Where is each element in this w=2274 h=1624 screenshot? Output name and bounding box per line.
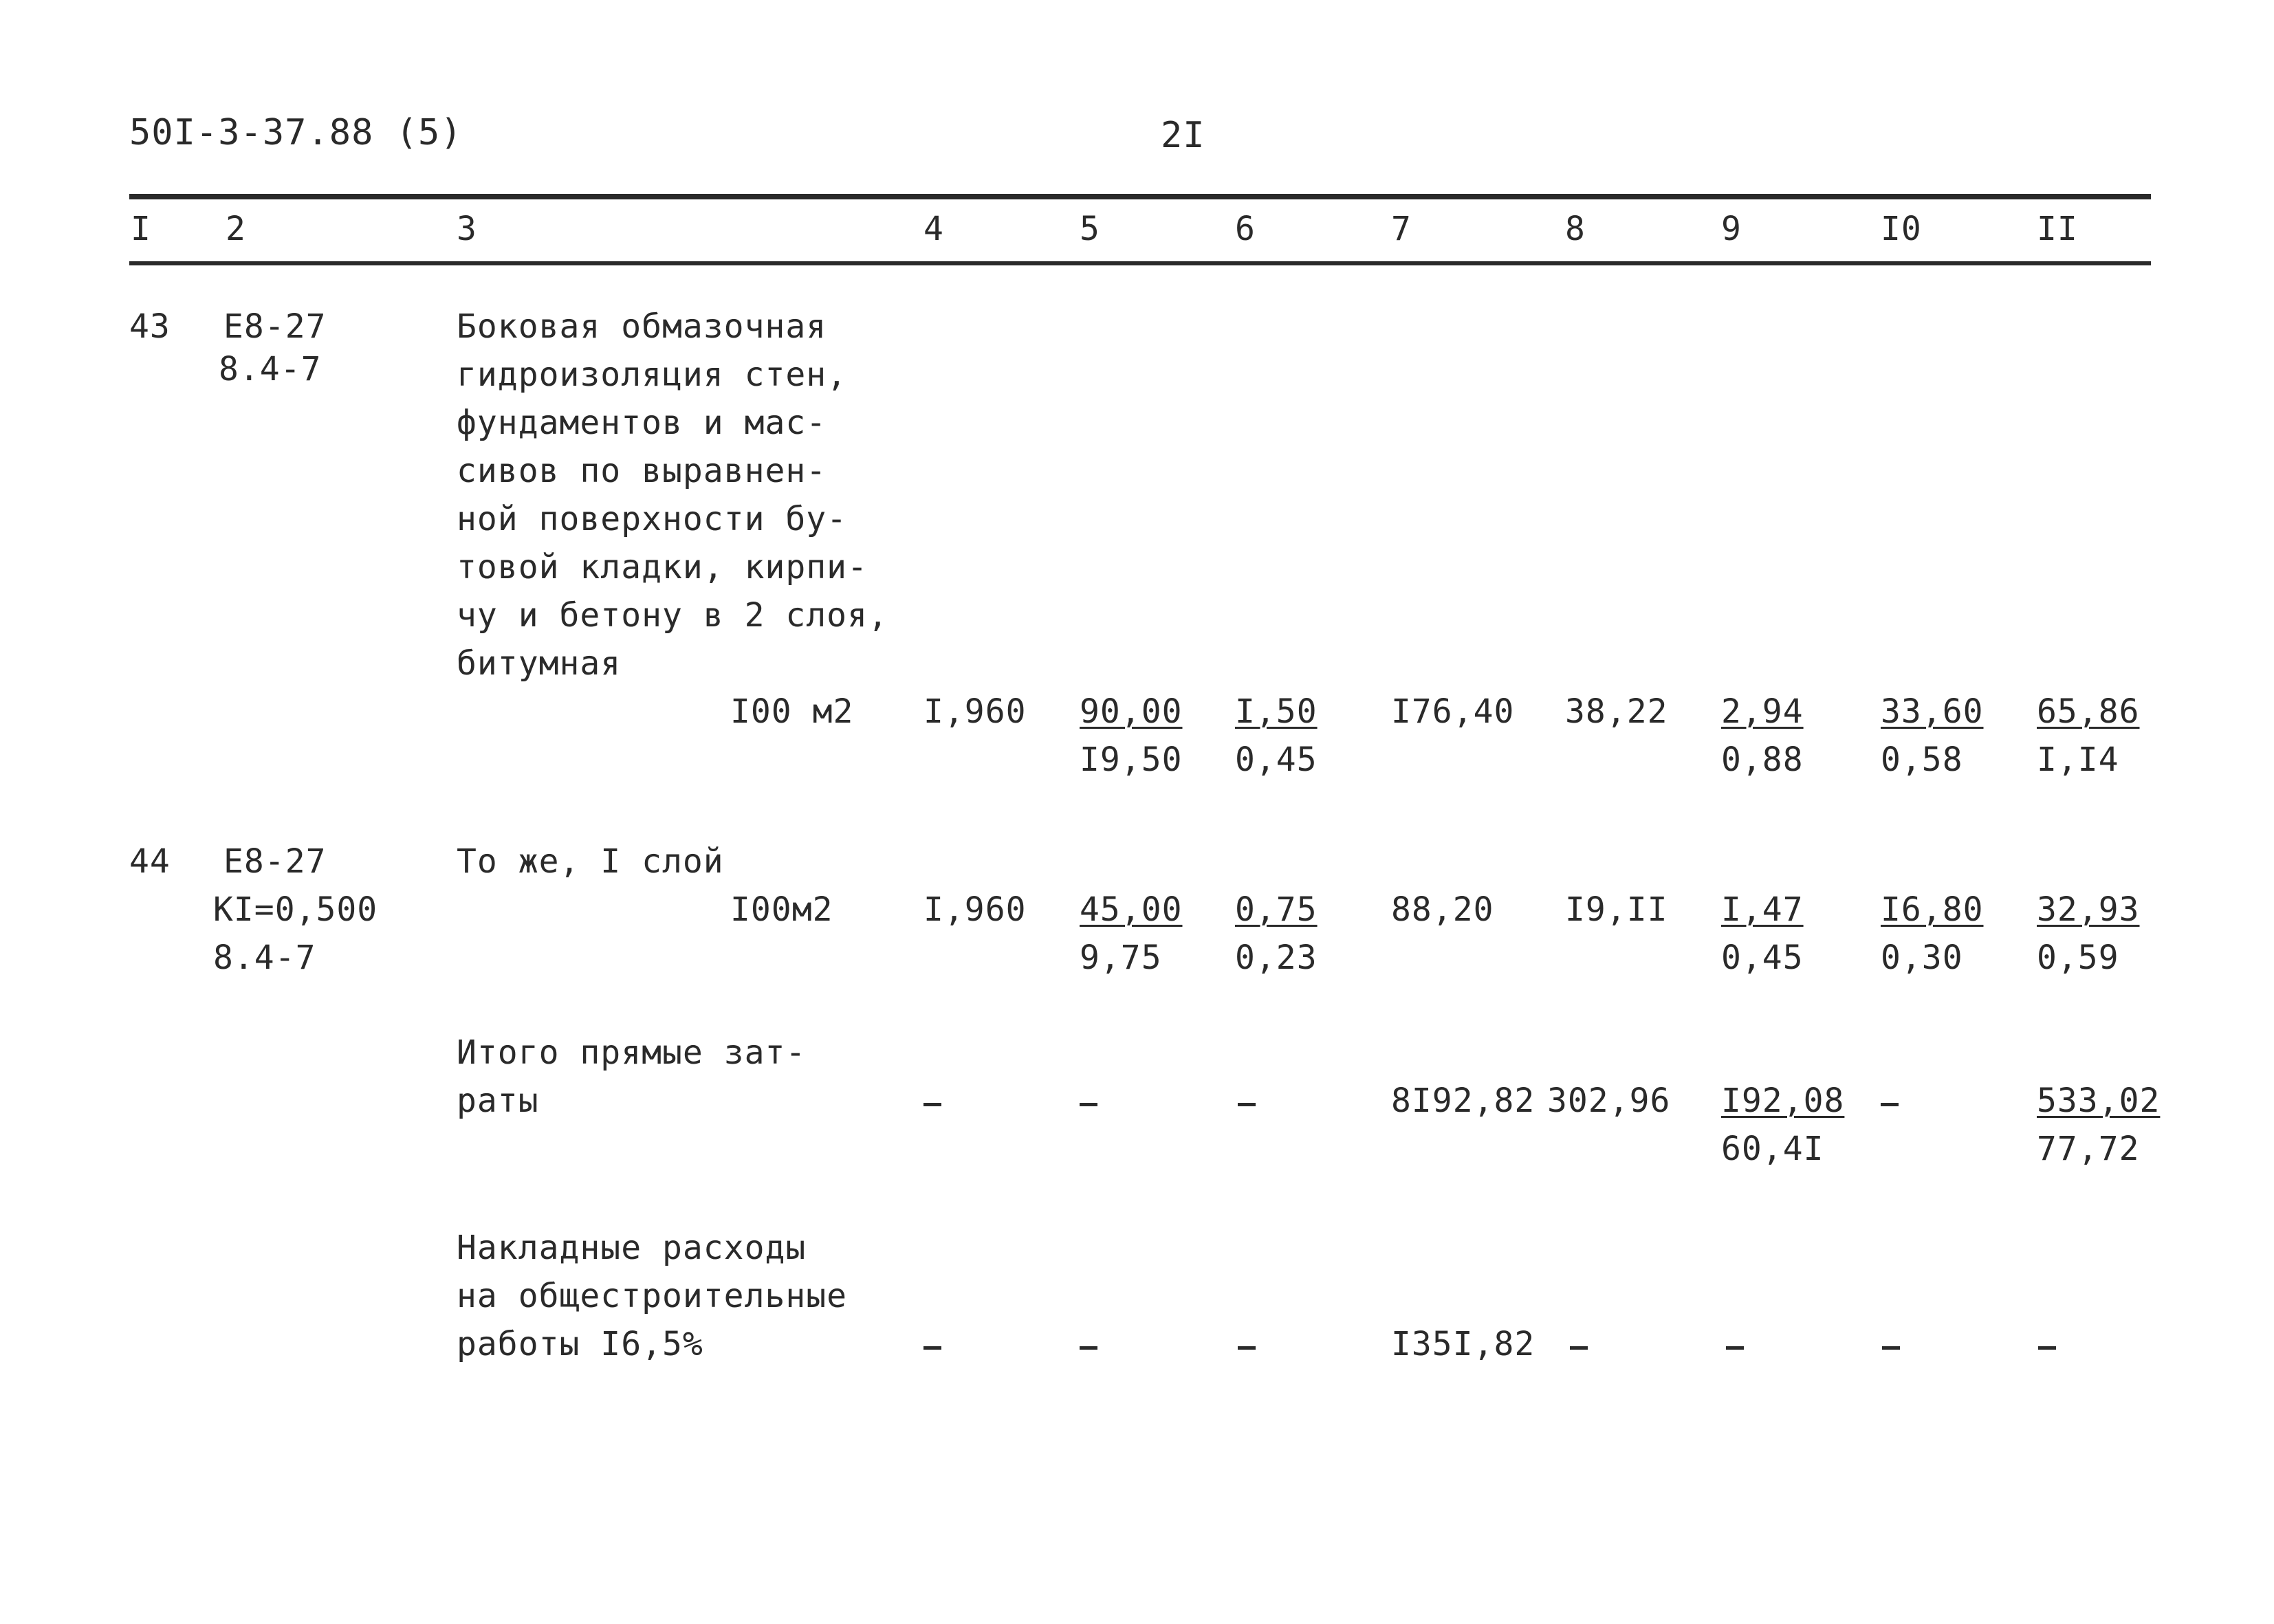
row-c6-top: I,50 — [1235, 692, 1318, 731]
row-c6-bottom: 0,45 — [1235, 740, 1318, 779]
row-c9-top: I,47 — [1721, 890, 1804, 929]
top-rule — [129, 194, 2151, 199]
dash-c10 — [1882, 1346, 1900, 1350]
dash-c11 — [2038, 1346, 2056, 1350]
row-c7: I76,40 — [1391, 692, 1515, 731]
row-c5-bottom: 9,75 — [1080, 939, 1162, 977]
dash-c5 — [1080, 1346, 1097, 1350]
totals-c11-top: 533,02 — [2037, 1082, 2161, 1120]
row-c8: 38,22 — [1565, 692, 1668, 731]
totals-c7: 8I92,82 — [1391, 1082, 1535, 1120]
col-header-4: 4 — [923, 210, 944, 248]
row-code-line-1: E8-27 — [223, 307, 327, 346]
row-c11-top: 32,93 — [2037, 890, 2140, 929]
row-c9-top: 2,94 — [1721, 692, 1804, 731]
col-header-3: 3 — [457, 210, 477, 248]
dash-c4 — [923, 1346, 941, 1350]
row-c10-top: I6,80 — [1881, 890, 1984, 929]
overhead-label-line-1: Накладные расходы — [457, 1229, 807, 1267]
overhead-label-line-2: на общестроительные — [457, 1277, 848, 1315]
row-unit: I00м2 — [730, 890, 833, 929]
row-number: 43 — [129, 307, 171, 346]
col-header-8: 8 — [1565, 210, 1586, 248]
dash-c6 — [1238, 1103, 1256, 1106]
document-code: 50I-3-37.88 (5) — [129, 112, 463, 153]
row-quantity: I,960 — [923, 890, 1027, 929]
row-c7: 88,20 — [1391, 890, 1494, 929]
totals-label-line-1: Итого прямые зат- — [457, 1033, 807, 1072]
row-code-line-1: E8-27 — [223, 842, 327, 881]
row-c10-top: 33,60 — [1881, 692, 1984, 731]
dash-c4 — [923, 1103, 941, 1106]
dash-c6 — [1238, 1346, 1256, 1350]
row-description-line-7: чу и бетону в 2 слоя, — [457, 596, 888, 635]
col-header-5: 5 — [1080, 210, 1100, 248]
totals-c11-bottom: 77,72 — [2037, 1130, 2140, 1168]
header-bottom-rule — [129, 261, 2151, 265]
row-quantity: I,960 — [923, 692, 1027, 731]
row-code-line-2: 8.4-7 — [219, 350, 322, 388]
dash-c5 — [1080, 1103, 1097, 1106]
row-c11-top: 65,86 — [2037, 692, 2140, 731]
col-header-6: 6 — [1235, 210, 1256, 248]
row-c10-bottom: 0,58 — [1881, 740, 1963, 779]
row-c9-bottom: 0,45 — [1721, 939, 1804, 977]
totals-label-line-2: раты — [457, 1082, 539, 1120]
row-unit: I00 м2 — [730, 692, 854, 731]
row-c10-bottom: 0,30 — [1881, 939, 1963, 977]
col-header-2: 2 — [226, 210, 246, 248]
dash-c9 — [1726, 1346, 1744, 1350]
col-header-1: I — [131, 210, 151, 248]
row-c11-bottom: 0,59 — [2037, 939, 2119, 977]
col-header-7: 7 — [1391, 210, 1412, 248]
row-code-line-2: KI=0,500 — [213, 890, 378, 929]
overhead-c7: I35I,82 — [1391, 1325, 1535, 1363]
row-description-line-5: ной поверхности бу- — [457, 500, 848, 538]
row-c5-top: 45,00 — [1080, 890, 1183, 929]
row-description-line-4: сивов по выравнен- — [457, 452, 827, 490]
row-code-line-3: 8.4-7 — [213, 939, 316, 977]
totals-c9-bottom: 60,4I — [1721, 1130, 1824, 1168]
row-description-line-2: гидроизоляция стен, — [457, 355, 848, 394]
row-c11-bottom: I,I4 — [2037, 740, 2119, 779]
col-header-11: II — [2037, 210, 2078, 248]
row-description-line-6: товой кладки, кирпи- — [457, 548, 868, 586]
row-description-line-8: битумная — [457, 644, 622, 683]
col-header-9: 9 — [1721, 210, 1742, 248]
row-description-line-3: фундаментов и мас- — [457, 404, 827, 442]
page-number: 2I — [1161, 115, 1205, 156]
col-header-10: I0 — [1881, 210, 1922, 248]
totals-c8: 302,96 — [1547, 1082, 1671, 1120]
row-c5-bottom: I9,50 — [1080, 740, 1183, 779]
row-description-line-1: Боковая обмазочная — [457, 307, 827, 346]
overhead-label-line-3: работы I6,5% — [457, 1325, 703, 1363]
dash-c8 — [1570, 1346, 1588, 1350]
row-c6-top: 0,75 — [1235, 890, 1318, 929]
totals-c9-top: I92,08 — [1721, 1082, 1845, 1120]
row-c6-bottom: 0,23 — [1235, 939, 1318, 977]
dash-c10 — [1881, 1103, 1899, 1106]
row-c9-bottom: 0,88 — [1721, 740, 1804, 779]
row-c8: I9,II — [1565, 890, 1668, 929]
row-number: 44 — [129, 842, 171, 881]
row-c5-top: 90,00 — [1080, 692, 1183, 731]
row-description-line-1: То же, I слой — [457, 842, 724, 881]
